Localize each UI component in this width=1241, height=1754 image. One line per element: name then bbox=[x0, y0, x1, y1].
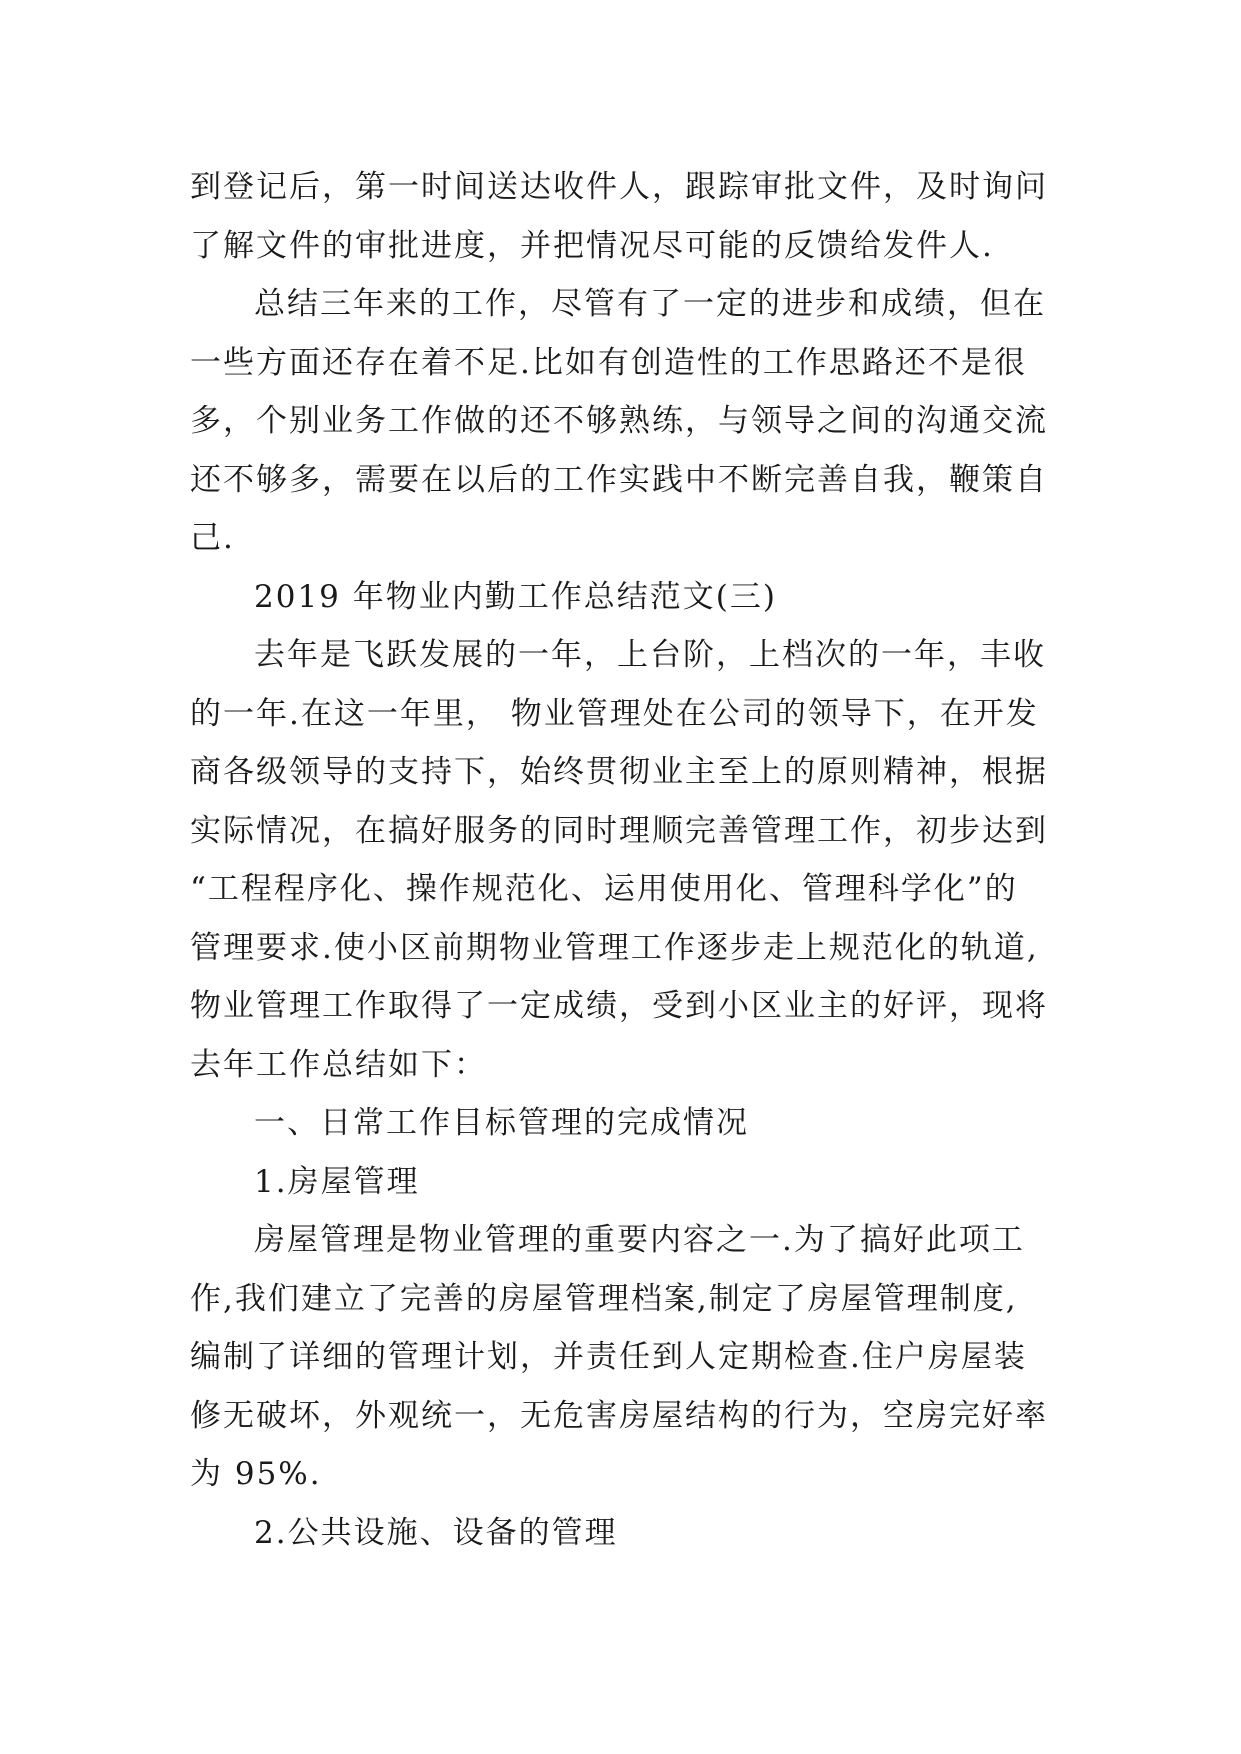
paragraph-line: 去年是飞跃发展的一年，上台阶，上档次的一年，丰收 bbox=[254, 637, 1046, 673]
subsection-heading: 1.房屋管理 bbox=[254, 1163, 420, 1200]
paragraph-line: “工程程序化、操作规范化、运用使用化、管理科学化”的 bbox=[190, 871, 1018, 907]
paragraph-line: 管理要求.使小区前期物业管理工作逐步走上规范化的轨道, bbox=[190, 929, 1039, 966]
paragraph-line: 总结三年来的工作，尽管有了一定的进步和成绩，但在 bbox=[254, 286, 1046, 322]
paragraph-line: 物业管理工作取得了一定成绩，受到小区业主的好评，现将 bbox=[190, 988, 1048, 1024]
paragraph-line: 的一年.在这一年里， 物业管理处在公司的领导下，在开发 bbox=[190, 695, 1039, 732]
paragraph-line: 去年工作总结如下： bbox=[190, 1046, 487, 1083]
paragraph-line: 一些方面还存在着不足.比如有创造性的工作思路还不是很 bbox=[190, 344, 1027, 381]
paragraph-line: 实际情况，在搞好服务的同时理顺完善管理工作，初步达到 bbox=[190, 812, 1048, 849]
paragraph-line: 还不够多，需要在以后的工作实践中不断完善自我，鞭策自 bbox=[190, 461, 1048, 498]
paragraph-line: 房屋管理是物业管理的重要内容之一.为了搞好此项工 bbox=[254, 1222, 1025, 1258]
section-heading: 2019 年物业内勤工作总结范文(三) bbox=[254, 578, 777, 615]
paragraph-line: 商各级领导的支持下，始终贯彻业主至上的原则精神，根据 bbox=[190, 754, 1048, 790]
paragraph-line: 编制了详细的管理计划，并责任到人定期检查.住户房屋装 bbox=[190, 1339, 1027, 1375]
paragraph-line: 为 95%. bbox=[190, 1456, 322, 1492]
paragraph-line: 己. bbox=[190, 520, 235, 556]
subsection-heading: 2.公共设施、设备的管理 bbox=[254, 1514, 618, 1551]
paragraph-line: 修无破坏，外观统一，无危害房屋结构的行为，空房完好率 bbox=[190, 1397, 1048, 1434]
paragraph-line: 了解文件的审批进度，并把情况尽可能的反馈给发件人. bbox=[190, 227, 994, 264]
section-heading: 一、日常工作目标管理的完成情况 bbox=[254, 1105, 749, 1141]
paragraph-line: 到登记后，第一时间送达收件人，跟踪审批文件，及时询问 bbox=[190, 169, 1048, 205]
paragraph-line: 多，个别业务工作做的还不够熟练，与领导之间的沟通交流 bbox=[190, 403, 1048, 439]
document-body bbox=[190, 158, 1050, 1562]
paragraph-line: 作,我们建立了完善的房屋管理档案,制定了房屋管理制度, bbox=[190, 1280, 1018, 1317]
